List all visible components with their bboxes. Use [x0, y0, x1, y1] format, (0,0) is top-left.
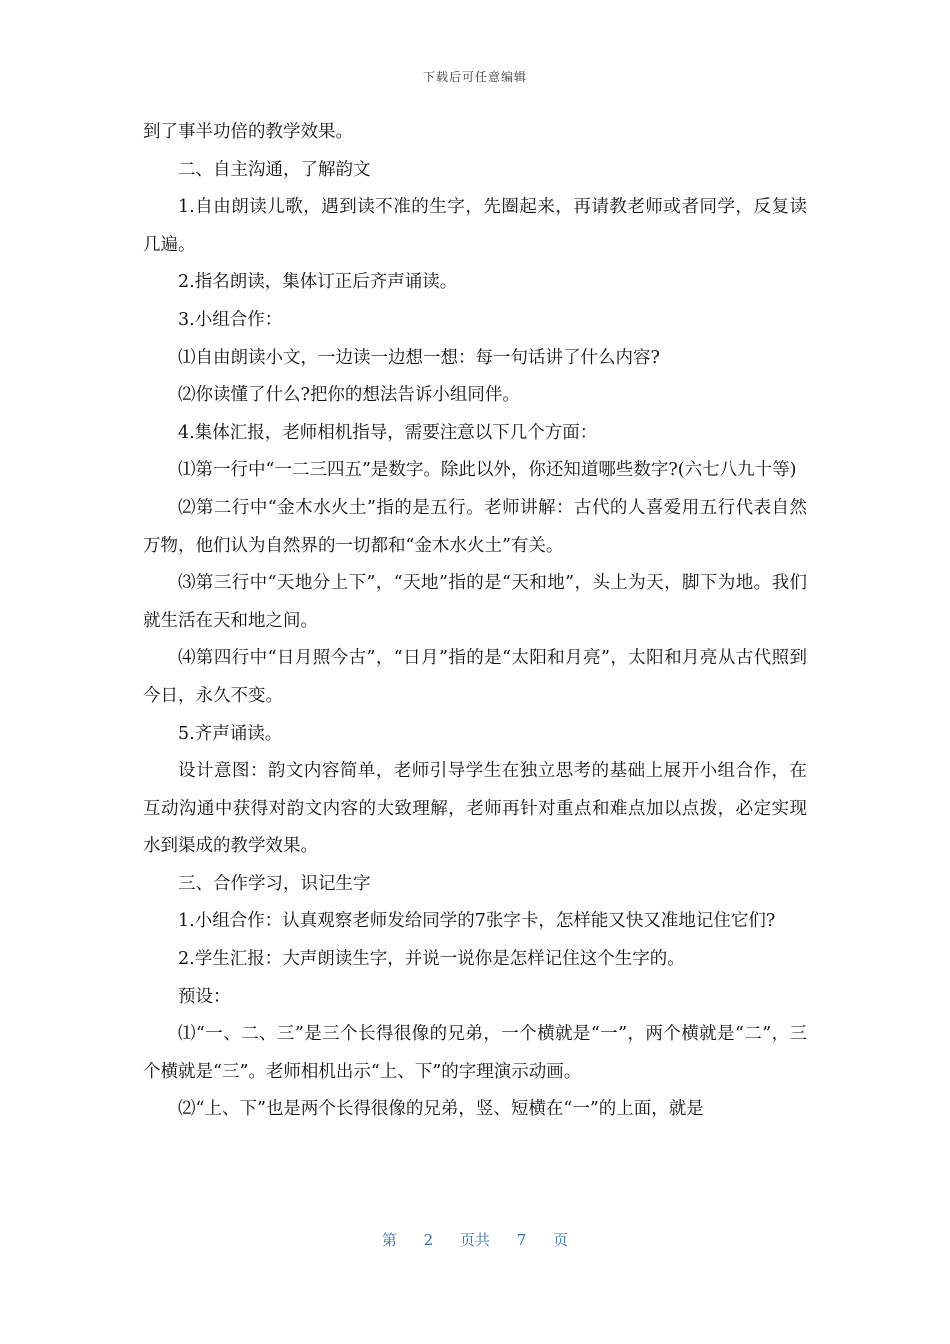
document-body — [143, 114, 807, 1129]
paragraph: ⑵第二行中“金木水火土”指的是五行。老师讲解：古代的人喜爱用五行代表自然万物，他们认为自然界的一切都和“金木水火土”有关。 — [143, 497, 807, 556]
paragraph: 1.小组合作：认真观察老师发给同学的7张字卡，怎样能又快又准地记住它们? — [178, 911, 776, 932]
page-number: 2 — [423, 1231, 434, 1249]
paragraph: 1.自由朗读儿歌，遇到读不准的生字，先圈起来，再请教老师或者同学，反复读几遍。 — [143, 197, 807, 255]
paragraph: 到了事半功倍的教学效果。 — [143, 122, 353, 142]
page-label-before: 第 — [381, 1231, 397, 1249]
paragraph: ⑷第四行中“日月照今古”，“日月”指的是“太阳和月亮”，太阳和月亮从古代照到今日，永久不变。 — [143, 648, 807, 706]
page-label-middle: 页共 — [459, 1231, 490, 1249]
section-heading: 三、合作学习，识记生字 — [178, 873, 371, 894]
paragraph: 4.集体汇报，老师相机指导，需要注意以下几个方面： — [178, 422, 598, 443]
paragraph: 2.指名朗读，集体订正后齐声诵读。 — [178, 272, 458, 293]
paragraph: ⑴自由朗读小文，一边读一边想一想：每一句话讲了什么内容? — [178, 347, 660, 368]
paragraph: ⑶第三行中“天地分上下”，“天地”指的是“天和地”，头上为天，脚下为地。我们就生活在天和地之间。 — [143, 573, 807, 631]
total-pages: 7 — [516, 1231, 527, 1249]
page-header: 下载后可任意编辑 — [422, 70, 527, 84]
paragraph: ⑴第一行中“一二三四五”是数字。除此以外，你还知道哪些数字?(六七八九十等) — [178, 460, 797, 481]
paragraph: ⑵“上、下”也是两个长得很像的兄弟，竖、短横在“一”的上面，就是 — [178, 1099, 704, 1120]
paragraph: 3.小组合作： — [178, 309, 283, 330]
paragraph: 设计意图：韵文内容简单，老师引导学生在独立思考的基础上展开小组合作，在互动沟通中获得对韵文内容的大致理解，老师再针对重点和难点加以点拨，必定实现水到渠成的教学效果。 — [143, 761, 807, 857]
page-label-after: 页 — [553, 1231, 569, 1249]
paragraph: ⑵你读懂了什么?把你的想法告诉小组同伴。 — [178, 385, 520, 406]
paragraph: ⑴“一、二、三”是三个长得很像的兄弟，一个横就是“一”，两个横就是“二”，三个横就是“三”。老师相机出示“上、下”的字理演示动画。 — [143, 1024, 807, 1082]
page-footer — [0, 1229, 950, 1250]
section-heading: 二、自主沟通，了解韵文 — [178, 159, 371, 180]
paragraph: 5.齐声诵读。 — [178, 723, 283, 744]
paragraph: 2.学生汇报：大声朗读生字，并说一说你是怎样记住这个生字的。 — [178, 949, 685, 970]
paragraph: 预设： — [178, 986, 231, 1007]
